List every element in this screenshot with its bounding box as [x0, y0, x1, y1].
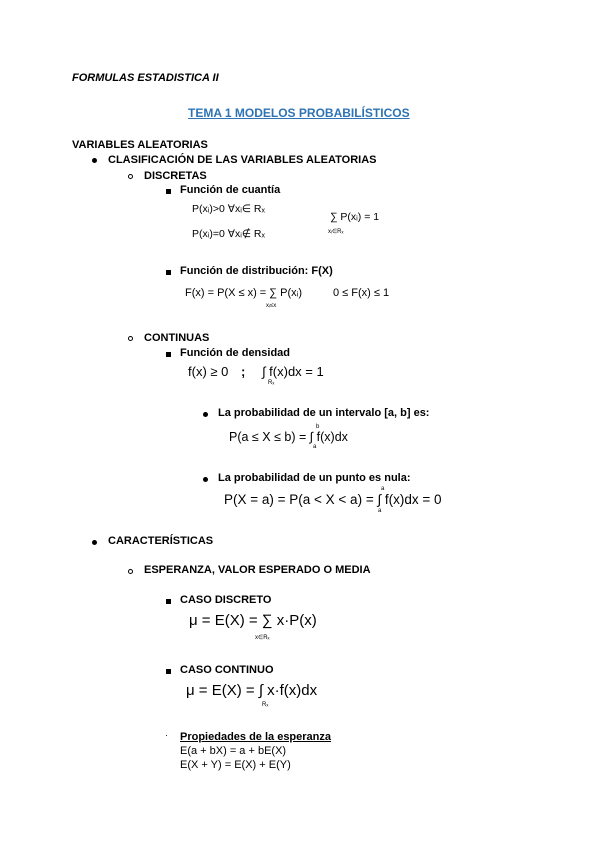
- formula-distribucion-subscript: xᵢ≤x: [266, 303, 277, 309]
- bullet-square-icon: [166, 599, 171, 604]
- item-continuas: CONTINUAS: [144, 332, 210, 344]
- formula-densidad-separator: ;: [241, 364, 246, 379]
- bullet-disc-icon: [92, 540, 97, 545]
- formula-densidad-subscript: Rₓ: [268, 380, 275, 386]
- bullet-disc-icon: [92, 158, 97, 163]
- bullet-disc-icon: [203, 477, 208, 482]
- formula-esperanza-discreta-subscript: x∈Rₓ: [255, 635, 270, 641]
- formula-densidad-nonneg: f(x) ≥ 0: [188, 364, 229, 379]
- bullet-circle-icon: [128, 174, 133, 179]
- item-probabilidad-intervalo: La probabilidad de un intervalo [a, b] es:: [218, 407, 430, 419]
- formula-densidad-integral: ∫ f(x)dx = 1: [262, 364, 324, 379]
- bullet-disc-icon: [203, 412, 208, 417]
- item-probabilidad-punto: La probabilidad de un punto es nula:: [218, 472, 411, 484]
- bullet-circle-icon: [128, 336, 133, 341]
- bullet-square-icon: [166, 270, 171, 275]
- item-esperanza: ESPERANZA, VALOR ESPERADO O MEDIA: [144, 564, 371, 576]
- formula-punto: P(X = a) = P(a < X < a) = ∫ f(x)dx = 0: [224, 492, 442, 507]
- section-title-link[interactable]: TEMA 1 MODELOS PROBABILÍSTICOS: [188, 106, 410, 120]
- property-linearity: E(a + bX) = a + bE(X): [180, 745, 287, 757]
- item-caso-continuo: CASO CONTINUO: [180, 664, 274, 676]
- item-discretas: DISCRETAS: [144, 170, 207, 182]
- formula-distribucion: F(x) = P(X ≤ x) = ∑ P(xᵢ): [185, 287, 303, 299]
- formula-esperanza-discreta: μ = E(X) = ∑ x·P(x): [189, 612, 317, 629]
- bullet-dot-icon: ·: [165, 730, 168, 740]
- item-funcion-distribucion: Función de distribución: F(X): [180, 265, 333, 277]
- formula-esperanza-continua-subscript: Rₓ: [262, 702, 269, 708]
- bullet-square-icon: [166, 189, 171, 194]
- item-caso-discreto: CASO DISCRETO: [180, 594, 272, 606]
- item-funcion-cuantia: Función de cuantía: [180, 184, 281, 196]
- item-caracteristicas: CARACTERÍSTICAS: [108, 535, 214, 547]
- bullet-square-icon: [166, 352, 171, 357]
- formula-cuantia-zero: P(xᵢ)=0 ∀xᵢ∉ Rₓ: [192, 228, 265, 240]
- property-additivity: E(X + Y) = E(X) + E(Y): [180, 759, 291, 771]
- formula-intervalo-upper-limit: b: [316, 424, 320, 430]
- formula-punto-lower-limit: a: [378, 508, 382, 514]
- formula-intervalo-lower-limit: a: [313, 444, 317, 450]
- item-funcion-densidad: Función de densidad: [180, 347, 291, 359]
- formula-esperanza-continua: μ = E(X) = ∫ x·f(x)dx: [186, 682, 318, 699]
- formula-distribucion-range: 0 ≤ F(x) ≤ 1: [333, 287, 390, 299]
- bullet-circle-icon: [128, 569, 133, 574]
- formula-cuantia-sum: ∑ P(xᵢ) = 1: [330, 211, 380, 223]
- item-propiedades-esperanza: Propiedades de la esperanza: [180, 731, 332, 743]
- formula-cuantia-sum-subscript: xᵢ∈Rₓ: [328, 229, 344, 235]
- formula-cuantia-positive: P(xᵢ)>0 ∀xᵢ∈ Rₓ: [192, 203, 265, 215]
- formula-punto-upper-limit: a: [381, 486, 385, 492]
- bullet-square-icon: [166, 669, 171, 674]
- item-clasificacion: CLASIFICACIÓN DE LAS VARIABLES ALEATORIAS: [108, 154, 377, 166]
- document-title: FORMULAS ESTADISTICA II: [72, 72, 219, 84]
- heading-variables-aleatorias: VARIABLES ALEATORIAS: [72, 139, 208, 151]
- formula-intervalo: P(a ≤ X ≤ b) = ∫ f(x)dx: [229, 430, 348, 444]
